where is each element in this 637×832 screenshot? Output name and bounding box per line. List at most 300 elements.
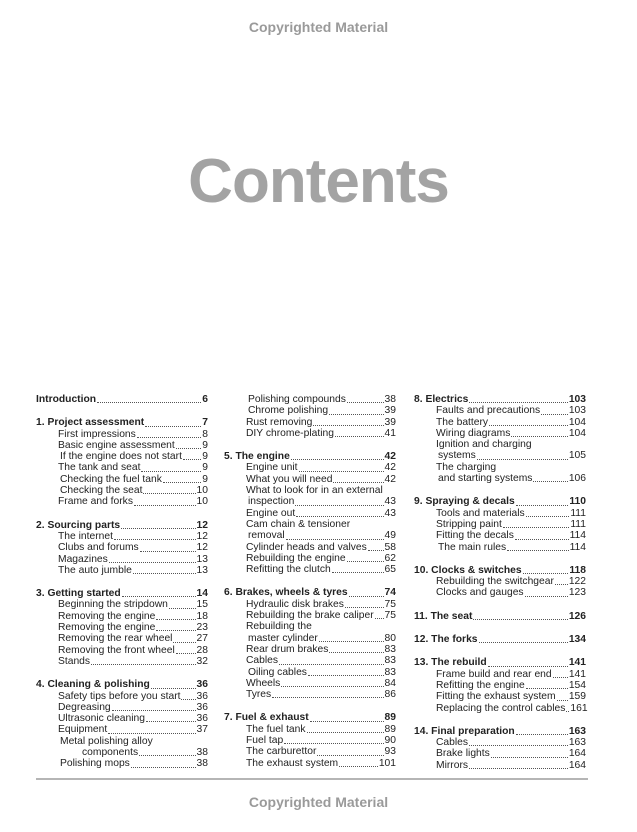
toc-entry <box>36 485 208 496</box>
dot-leader <box>143 493 195 494</box>
toc-page-number: 104 <box>568 416 586 428</box>
toc-entry-label: Degreasing <box>58 701 111 713</box>
toc-page-number: 80 <box>384 632 396 644</box>
toc-page-number: 38 <box>196 758 208 770</box>
toc-chapter-entry <box>414 565 586 576</box>
toc-page-number: 103 <box>568 405 586 417</box>
toc-entry <box>36 611 208 622</box>
dot-leader <box>319 641 384 642</box>
toc-page-number: 58 <box>384 541 396 553</box>
dot-leader <box>515 539 569 540</box>
toc-page-number: 39 <box>384 405 396 417</box>
toc-entry-label: Fuel tap <box>246 735 284 747</box>
footer-rule <box>36 778 588 780</box>
toc-entry-label: 11. The seat <box>414 610 473 622</box>
toc-entry <box>36 599 208 610</box>
dot-leader <box>333 482 383 483</box>
toc-page-number: 83 <box>384 655 396 667</box>
copyright-watermark-bottom: Copyrighted Material <box>248 794 389 810</box>
toc-entry-label: Wiring diagrams <box>436 427 511 439</box>
dot-leader <box>523 573 569 574</box>
dot-leader <box>491 757 568 758</box>
dot-leader <box>284 743 383 744</box>
toc-entry <box>414 508 586 519</box>
toc-entry <box>36 451 208 462</box>
toc-entry-label: 1. Project assessment <box>36 417 145 429</box>
dot-leader <box>516 734 568 735</box>
toc-entry <box>224 530 396 541</box>
dot-leader <box>313 425 383 426</box>
toc-entry-label: Introduction <box>36 394 97 405</box>
dot-leader <box>507 550 568 551</box>
toc-entry <box>224 667 396 678</box>
contents-column-3 <box>414 394 586 771</box>
toc-entry-label: Polishing mops <box>60 758 130 770</box>
toc-page-number: 49 <box>384 530 396 542</box>
toc-entry-label: Checking the fuel tank <box>60 473 162 485</box>
toc-entry-label: The main rules <box>438 541 507 553</box>
toc-entry-label: 2. Sourcing parts <box>36 519 121 531</box>
dot-leader <box>131 767 196 768</box>
dot-leader <box>488 666 568 667</box>
toc-page-number: 8 <box>202 428 208 440</box>
toc-entry <box>224 724 396 735</box>
toc-page-number: 89 <box>384 723 396 735</box>
toc-page-number: 65 <box>384 564 396 576</box>
toc-entry <box>224 610 396 621</box>
toc-page-number: 7 <box>202 417 208 429</box>
dot-leader <box>176 653 196 654</box>
dot-leader <box>308 675 384 676</box>
toc-entry-label: The internet <box>58 530 113 542</box>
toc-page-number: 111 <box>570 518 586 530</box>
toc-chapter-entry <box>36 679 208 690</box>
toc-entry-label: First impressions <box>58 428 136 440</box>
toc-entry <box>414 669 586 680</box>
toc-entry <box>36 496 208 507</box>
toc-entry-label: Refitting the engine <box>436 679 525 691</box>
toc-entry-label: master cylinder <box>248 632 318 644</box>
toc-entry <box>224 394 396 405</box>
toc-entry <box>414 519 586 530</box>
toc-chapter-entry <box>414 657 586 668</box>
toc-page-number: 105 <box>568 450 586 462</box>
toc-page-number: 83 <box>384 666 396 678</box>
toc-entry-label: 6. Brakes, wheels & tyres <box>224 587 348 599</box>
toc-entry <box>36 645 208 656</box>
toc-entry-label: Cables <box>436 737 469 749</box>
dot-leader <box>133 573 196 574</box>
toc-entry <box>224 735 396 746</box>
dot-leader <box>479 642 568 643</box>
toc-page-number: 12 <box>196 542 208 554</box>
dot-leader <box>291 459 384 460</box>
toc-page-number: 164 <box>568 748 586 760</box>
toc-page-number: 134 <box>568 634 586 646</box>
toc-entry <box>36 691 208 702</box>
dot-leader <box>91 664 195 665</box>
toc-chapter-entry <box>414 634 586 645</box>
toc-page-number: 163 <box>568 725 586 737</box>
toc-entry <box>224 462 396 473</box>
toc-page-number: 38 <box>384 394 396 405</box>
dot-leader <box>281 686 383 687</box>
dot-leader <box>349 596 384 597</box>
dot-leader <box>503 527 570 528</box>
toc-page-number: 83 <box>384 643 396 655</box>
toc-entry <box>224 405 396 416</box>
dot-leader <box>511 436 567 437</box>
toc-chapter-entry <box>414 611 586 622</box>
toc-page-number: 163 <box>568 737 586 749</box>
dot-leader <box>97 402 201 403</box>
toc-page-number: 86 <box>384 689 396 701</box>
toc-entry-label: Stripping paint <box>436 518 502 530</box>
toc-entry-label: 9. Spraying & decals <box>414 496 515 508</box>
toc-entry <box>36 542 208 553</box>
toc-page-number: 114 <box>569 530 586 542</box>
toc-entry-label: 5. The engine <box>224 451 290 463</box>
toc-page-number: 164 <box>568 759 586 771</box>
dot-leader <box>146 721 196 722</box>
toc-entry-label: Faults and precautions <box>436 405 541 417</box>
dot-leader <box>183 459 201 460</box>
dot-leader <box>109 562 196 563</box>
toc-entry-label: The exhaust system <box>246 757 339 769</box>
dot-leader <box>279 664 383 665</box>
dot-leader <box>489 425 568 426</box>
toc-entry-label: Fitting the exhaust system <box>436 691 556 703</box>
dot-leader <box>137 437 201 438</box>
toc-entry-label: 12. The forks <box>414 634 478 646</box>
toc-entry-label: Cam chain & tensioner <box>246 518 351 530</box>
toc-page-number: 141 <box>568 668 586 680</box>
toc-page-number: 90 <box>384 735 396 747</box>
dot-leader <box>296 516 383 517</box>
toc-entry <box>414 405 586 416</box>
toc-entry-label: Clubs and forums <box>58 542 139 554</box>
dot-leader <box>122 596 196 597</box>
toc-page-number: 36 <box>196 679 208 691</box>
toc-entry <box>224 758 396 769</box>
toc-entry-label: Magazines <box>58 553 108 565</box>
toc-page-number: 75 <box>384 610 396 622</box>
toc-entry-label: Stands <box>58 655 91 667</box>
toc-entry <box>224 496 396 507</box>
dot-leader <box>339 766 378 767</box>
toc-entry-label: components <box>82 747 139 759</box>
toc-entry <box>414 680 586 691</box>
toc-entry-label: Beginning the stripdown <box>58 599 168 611</box>
dot-leader <box>516 505 569 506</box>
dot-leader <box>469 768 568 769</box>
toc-entry <box>224 599 396 610</box>
toc-entry <box>36 622 208 633</box>
toc-entry-label: Mirrors <box>436 759 469 771</box>
dot-leader <box>134 505 196 506</box>
toc-chapter-entry <box>414 394 586 405</box>
dot-leader <box>347 402 384 403</box>
toc-entry <box>224 655 396 666</box>
toc-page-number: 41 <box>384 427 396 439</box>
toc-entry-label: Rebuilding the <box>246 621 312 633</box>
toc-page-number: 10 <box>196 496 208 508</box>
dot-leader <box>368 550 384 551</box>
toc-entry <box>414 462 586 473</box>
toc-entry-label: The battery <box>436 416 489 428</box>
toc-entry <box>36 554 208 565</box>
toc-entry <box>36 633 208 644</box>
toc-page-number: 18 <box>196 610 208 622</box>
toc-page-number: 36 <box>196 713 208 725</box>
toc-page-number: 118 <box>569 564 586 576</box>
toc-entry-label: Equipment <box>58 724 108 736</box>
toc-entry-label: 4. Cleaning & polishing <box>36 679 150 691</box>
toc-entry-label: The tank and seat <box>58 462 141 474</box>
toc-chapter-entry <box>224 712 396 723</box>
toc-entry-label: The fuel tank <box>246 723 306 735</box>
dot-leader <box>272 697 383 698</box>
contents-column-1 <box>36 394 208 770</box>
toc-page-number: 9 <box>202 451 208 463</box>
dot-leader <box>553 677 568 678</box>
toc-entry-label: systems <box>438 450 476 462</box>
dot-leader <box>181 699 195 700</box>
toc-page-number: 9 <box>202 473 208 485</box>
toc-entry <box>414 530 586 541</box>
toc-page-number: 122 <box>568 576 586 588</box>
toc-entry-label: Chrome polishing <box>248 405 329 417</box>
toc-page-number: 43 <box>384 507 396 519</box>
toc-entry-label: Removing the front wheel <box>58 644 175 656</box>
dot-leader <box>541 414 568 415</box>
toc-page-number: 75 <box>384 598 396 610</box>
toc-entry <box>414 691 586 702</box>
toc-entry-label: Refitting the clutch <box>246 564 331 576</box>
dot-leader <box>299 471 384 472</box>
dot-leader <box>112 710 196 711</box>
page-title: Contents <box>188 147 449 216</box>
toc-entry <box>414 587 586 598</box>
toc-page-number: 114 <box>569 541 586 553</box>
toc-page-number: 62 <box>384 552 396 564</box>
toc-entry-label: Removing the engine <box>58 622 156 634</box>
toc-entry <box>36 462 208 473</box>
toc-page-number: 39 <box>384 416 396 428</box>
toc-entry-label: Wheels <box>246 677 281 689</box>
toc-entry-label: Ignition and charging <box>436 439 532 451</box>
dot-leader <box>139 755 195 756</box>
toc-entry-label: The carburettor <box>246 746 317 758</box>
dot-leader <box>566 711 569 712</box>
toc-entry-label: What you will need <box>246 473 333 485</box>
toc-entry-label: 3. Getting started <box>36 588 121 600</box>
toc-page-number: 37 <box>196 724 208 736</box>
toc-page-number: 32 <box>196 655 208 667</box>
dot-leader <box>332 572 384 573</box>
toc-entry-label: Fitting the decals <box>436 530 514 542</box>
toc-entry <box>414 428 586 439</box>
dot-leader <box>533 481 567 482</box>
dot-leader <box>469 402 567 403</box>
toc-page-number: 159 <box>568 691 586 703</box>
dot-leader <box>173 642 195 643</box>
toc-page-number: 9 <box>202 462 208 474</box>
dot-leader <box>477 459 568 460</box>
dot-leader <box>156 619 195 620</box>
toc-chapter-entry <box>414 496 586 507</box>
toc-entry <box>36 474 208 485</box>
toc-page-number: 12 <box>196 530 208 542</box>
toc-page-number: 126 <box>568 610 586 622</box>
toc-entry-label: Polishing compounds <box>248 394 346 405</box>
dot-leader <box>156 630 195 631</box>
toc-page-number: 36 <box>196 701 208 713</box>
toc-entry <box>414 760 586 771</box>
toc-entry-label: Removing the rear wheel <box>58 633 173 645</box>
toc-entry <box>36 440 208 451</box>
toc-entry <box>224 519 396 530</box>
toc-entry-label: Clocks and gauges <box>436 587 524 599</box>
toc-entry <box>224 542 396 553</box>
toc-page-number: 110 <box>569 496 586 508</box>
dot-leader <box>329 652 383 653</box>
dot-leader <box>469 745 568 746</box>
toc-entry <box>414 737 586 748</box>
toc-page-number: 74 <box>384 587 396 599</box>
toc-entry <box>224 428 396 439</box>
dot-leader <box>145 426 201 427</box>
toc-entry-label: The charging <box>436 461 497 473</box>
toc-entry-label: Safety tips before you start <box>58 690 181 702</box>
toc-entry <box>224 689 396 700</box>
toc-page-number: 15 <box>196 599 208 611</box>
dot-leader <box>108 733 195 734</box>
dot-leader <box>141 471 201 472</box>
dot-leader <box>329 414 383 415</box>
toc-entry-label: The auto jumble <box>58 564 132 576</box>
toc-entry-label: Metal polishing alloy <box>60 735 153 747</box>
toc-page-number: 14 <box>196 588 208 600</box>
toc-entry <box>224 644 396 655</box>
toc-entry-label: Engine out <box>246 507 296 519</box>
toc-entry <box>224 508 396 519</box>
toc-page-number: 111 <box>570 507 586 519</box>
toc-entry-label: If the engine does not start <box>60 451 182 463</box>
copyright-watermark-top: Copyrighted Material <box>248 19 389 35</box>
toc-entry-label: 13. The rebuild <box>414 657 487 669</box>
toc-entry <box>36 736 208 747</box>
dot-leader <box>163 482 201 483</box>
toc-page-number: 104 <box>568 427 586 439</box>
toc-entry <box>36 429 208 440</box>
dot-leader <box>310 721 384 722</box>
toc-entry <box>36 656 208 667</box>
toc-entry <box>224 417 396 428</box>
toc-page-number: 93 <box>384 746 396 758</box>
toc-entry-label: Tools and materials <box>436 507 525 519</box>
toc-entry-label: Replacing the control cables <box>436 702 566 714</box>
toc-entry-label: Frame and forks <box>58 496 133 508</box>
toc-page-number: 101 <box>378 757 396 769</box>
contents-column-2 <box>224 394 396 769</box>
toc-page-number: 6 <box>202 394 208 405</box>
toc-entry <box>36 702 208 713</box>
toc-entry-label: Rebuilding the engine <box>246 552 346 564</box>
toc-entry-label: removal <box>248 530 285 542</box>
toc-entry-label: Engine unit <box>246 462 298 474</box>
dot-leader <box>114 539 196 540</box>
toc-entry-label: Checking the seat <box>60 485 143 497</box>
dot-leader <box>526 516 570 517</box>
dot-leader <box>121 528 195 529</box>
dot-leader <box>317 755 383 756</box>
toc-entry-label: 8. Electrics <box>414 394 469 405</box>
toc-entry-label: Oiling cables <box>248 666 307 678</box>
toc-entry <box>224 553 396 564</box>
toc-entry-label: Removing the engine <box>58 610 156 622</box>
toc-page-number: 38 <box>196 747 208 759</box>
toc-entry-label: Hydraulic disk brakes <box>246 598 344 610</box>
toc-page-number: 12 <box>196 519 208 531</box>
toc-entry <box>224 485 396 496</box>
toc-chapter-entry <box>36 394 208 405</box>
toc-page-number: 27 <box>196 633 208 645</box>
toc-entry <box>224 678 396 689</box>
toc-entry <box>36 531 208 542</box>
toc-entry <box>414 439 586 450</box>
dot-leader <box>525 596 568 597</box>
toc-entry-label: Rebuilding the switchgear <box>436 576 554 588</box>
toc-entry-label: Rust removing <box>246 416 313 428</box>
toc-entry <box>224 621 396 632</box>
toc-entry-label: Cables <box>246 655 279 667</box>
dot-leader <box>347 561 384 562</box>
toc-page-number: 42 <box>384 473 396 485</box>
dot-leader <box>295 505 383 506</box>
toc-page-number: 13 <box>196 564 208 576</box>
toc-entry <box>414 450 586 461</box>
toc-entry <box>414 417 586 428</box>
toc-page-number: 10 <box>196 485 208 497</box>
toc-chapter-entry <box>224 451 396 462</box>
toc-entry-label: and starting systems <box>438 473 533 485</box>
toc-entry <box>414 576 586 587</box>
toc-entry <box>36 724 208 735</box>
toc-entry-label: Rebuilding the brake caliper <box>246 610 374 622</box>
toc-entry <box>414 748 586 759</box>
dot-leader <box>176 448 202 449</box>
toc-chapter-entry <box>224 587 396 598</box>
toc-entry <box>224 746 396 757</box>
toc-page-number: 28 <box>196 644 208 656</box>
toc-entry-label: What to look for in an external <box>246 485 383 497</box>
dot-leader <box>526 688 568 689</box>
toc-entry-label: 7. Fuel & exhaust <box>224 712 309 724</box>
toc-entry-label: Tyres <box>246 689 272 701</box>
toc-entry-label: Ultrasonic cleaning <box>58 713 145 725</box>
toc-entry <box>36 565 208 576</box>
toc-page-number: 103 <box>568 394 586 405</box>
toc-entry <box>414 473 586 484</box>
toc-entry-label: Frame build and rear end <box>436 668 552 680</box>
toc-page-number: 154 <box>568 679 586 691</box>
toc-entry <box>224 474 396 485</box>
toc-entry <box>224 633 396 644</box>
toc-page-number: 161 <box>570 702 588 714</box>
toc-entry <box>36 713 208 724</box>
toc-entry-label: inspection <box>248 496 295 508</box>
